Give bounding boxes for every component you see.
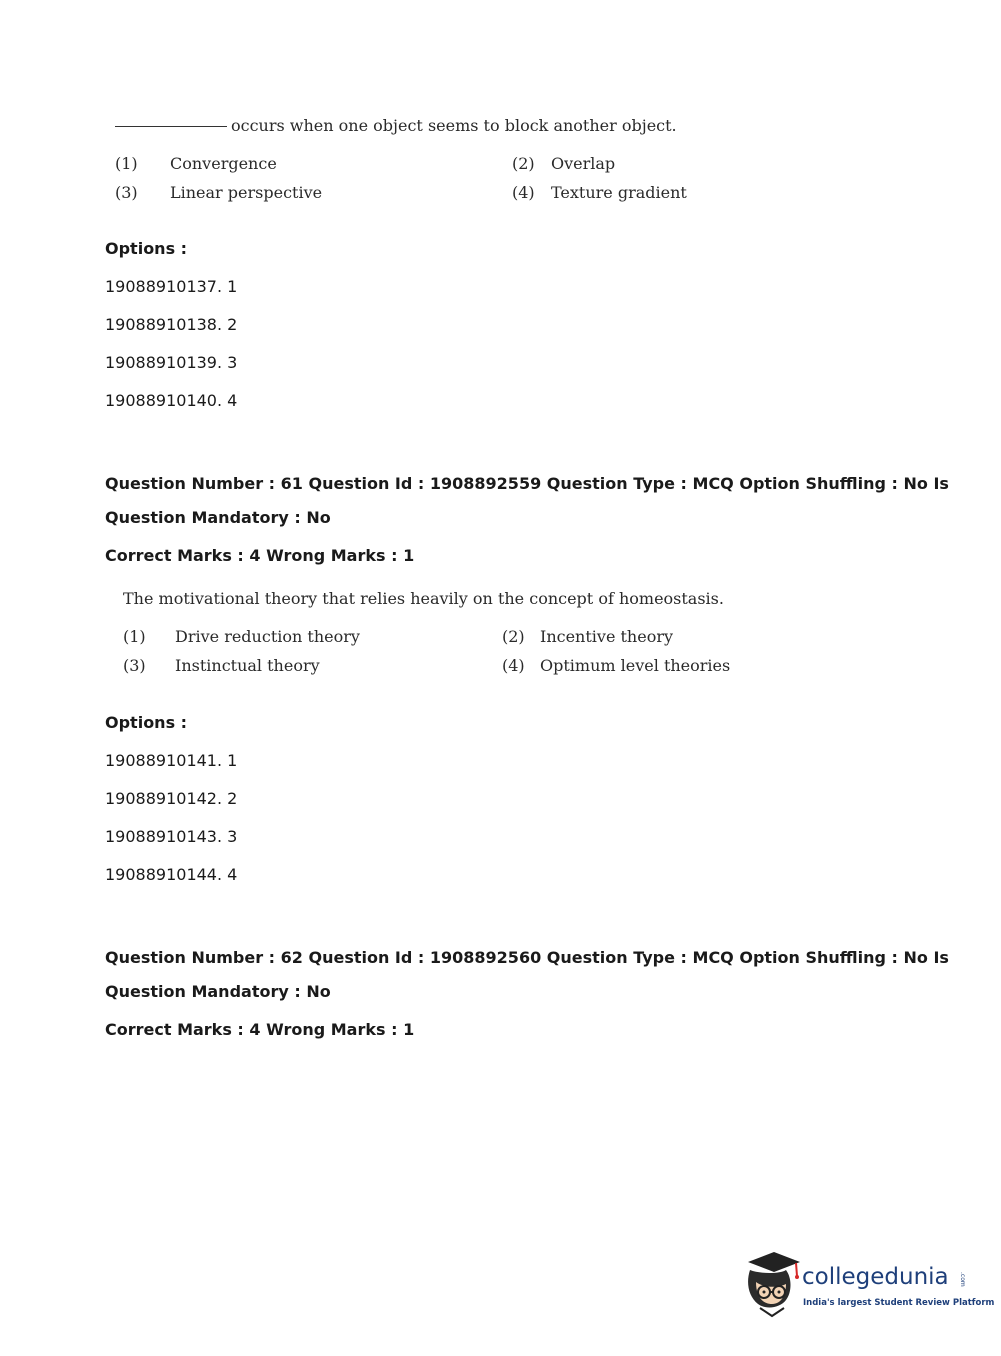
question-header: Question Number : 62 Question Id : 1908892560 Question Type : MCQ Option Shuffling : No Is bbox=[105, 948, 949, 967]
logo-tagline: India's largest Student Review Platform bbox=[803, 1298, 995, 1308]
options-label: Options : bbox=[105, 713, 188, 732]
choice-number: (1) bbox=[123, 627, 146, 646]
option-id: 19088910143. 3 bbox=[105, 827, 238, 846]
choice-number: (4) bbox=[502, 656, 525, 675]
choice-number: (3) bbox=[123, 656, 146, 675]
choice-text: Texture gradient bbox=[551, 183, 687, 202]
option-id: 19088910137. 1 bbox=[105, 277, 238, 296]
option-id: 19088910140. 4 bbox=[105, 391, 238, 410]
question-header: Question Number : 61 Question Id : 1908892559 Question Type : MCQ Option Shuffling : No Is bbox=[105, 474, 949, 493]
question-marks: Correct Marks : 4 Wrong Marks : 1 bbox=[105, 1020, 415, 1039]
choice-text: Instinctual theory bbox=[175, 656, 320, 675]
answer-blank-line bbox=[115, 126, 227, 127]
question-text: The motivational theory that relies heavily on the concept of homeostasis. bbox=[123, 589, 724, 608]
question-header-mandatory: Question Mandatory : No bbox=[105, 982, 331, 1001]
collegedunia-logo bbox=[740, 1248, 995, 1320]
choice-number: (4) bbox=[512, 183, 535, 202]
option-id: 19088910141. 1 bbox=[105, 751, 238, 770]
option-id: 19088910138. 2 bbox=[105, 315, 238, 334]
choice-text: Linear perspective bbox=[170, 183, 323, 202]
option-id: 19088910144. 4 bbox=[105, 865, 238, 884]
choice-number: (1) bbox=[115, 154, 138, 173]
choice-text: Convergence bbox=[170, 154, 277, 173]
question-header-mandatory: Question Mandatory : No bbox=[105, 508, 331, 527]
choice-number: (3) bbox=[115, 183, 138, 202]
question-text: occurs when one object seems to block another object. bbox=[231, 116, 677, 135]
mascot-graduate-icon bbox=[740, 1248, 802, 1318]
logo-wordmark: collegedunia bbox=[802, 1264, 949, 1290]
choice-text: Overlap bbox=[551, 154, 616, 173]
choice-text: Optimum level theories bbox=[540, 656, 731, 675]
options-label: Options : bbox=[105, 239, 188, 258]
question-marks: Correct Marks : 4 Wrong Marks : 1 bbox=[105, 546, 415, 565]
choice-text: Drive reduction theory bbox=[175, 627, 360, 646]
choice-number: (2) bbox=[512, 154, 535, 173]
choice-text: Incentive theory bbox=[540, 627, 674, 646]
option-id: 19088910139. 3 bbox=[105, 353, 238, 372]
logo-domain-suffix: .com bbox=[959, 1272, 966, 1287]
option-id: 19088910142. 2 bbox=[105, 789, 238, 808]
choice-number: (2) bbox=[502, 627, 525, 646]
